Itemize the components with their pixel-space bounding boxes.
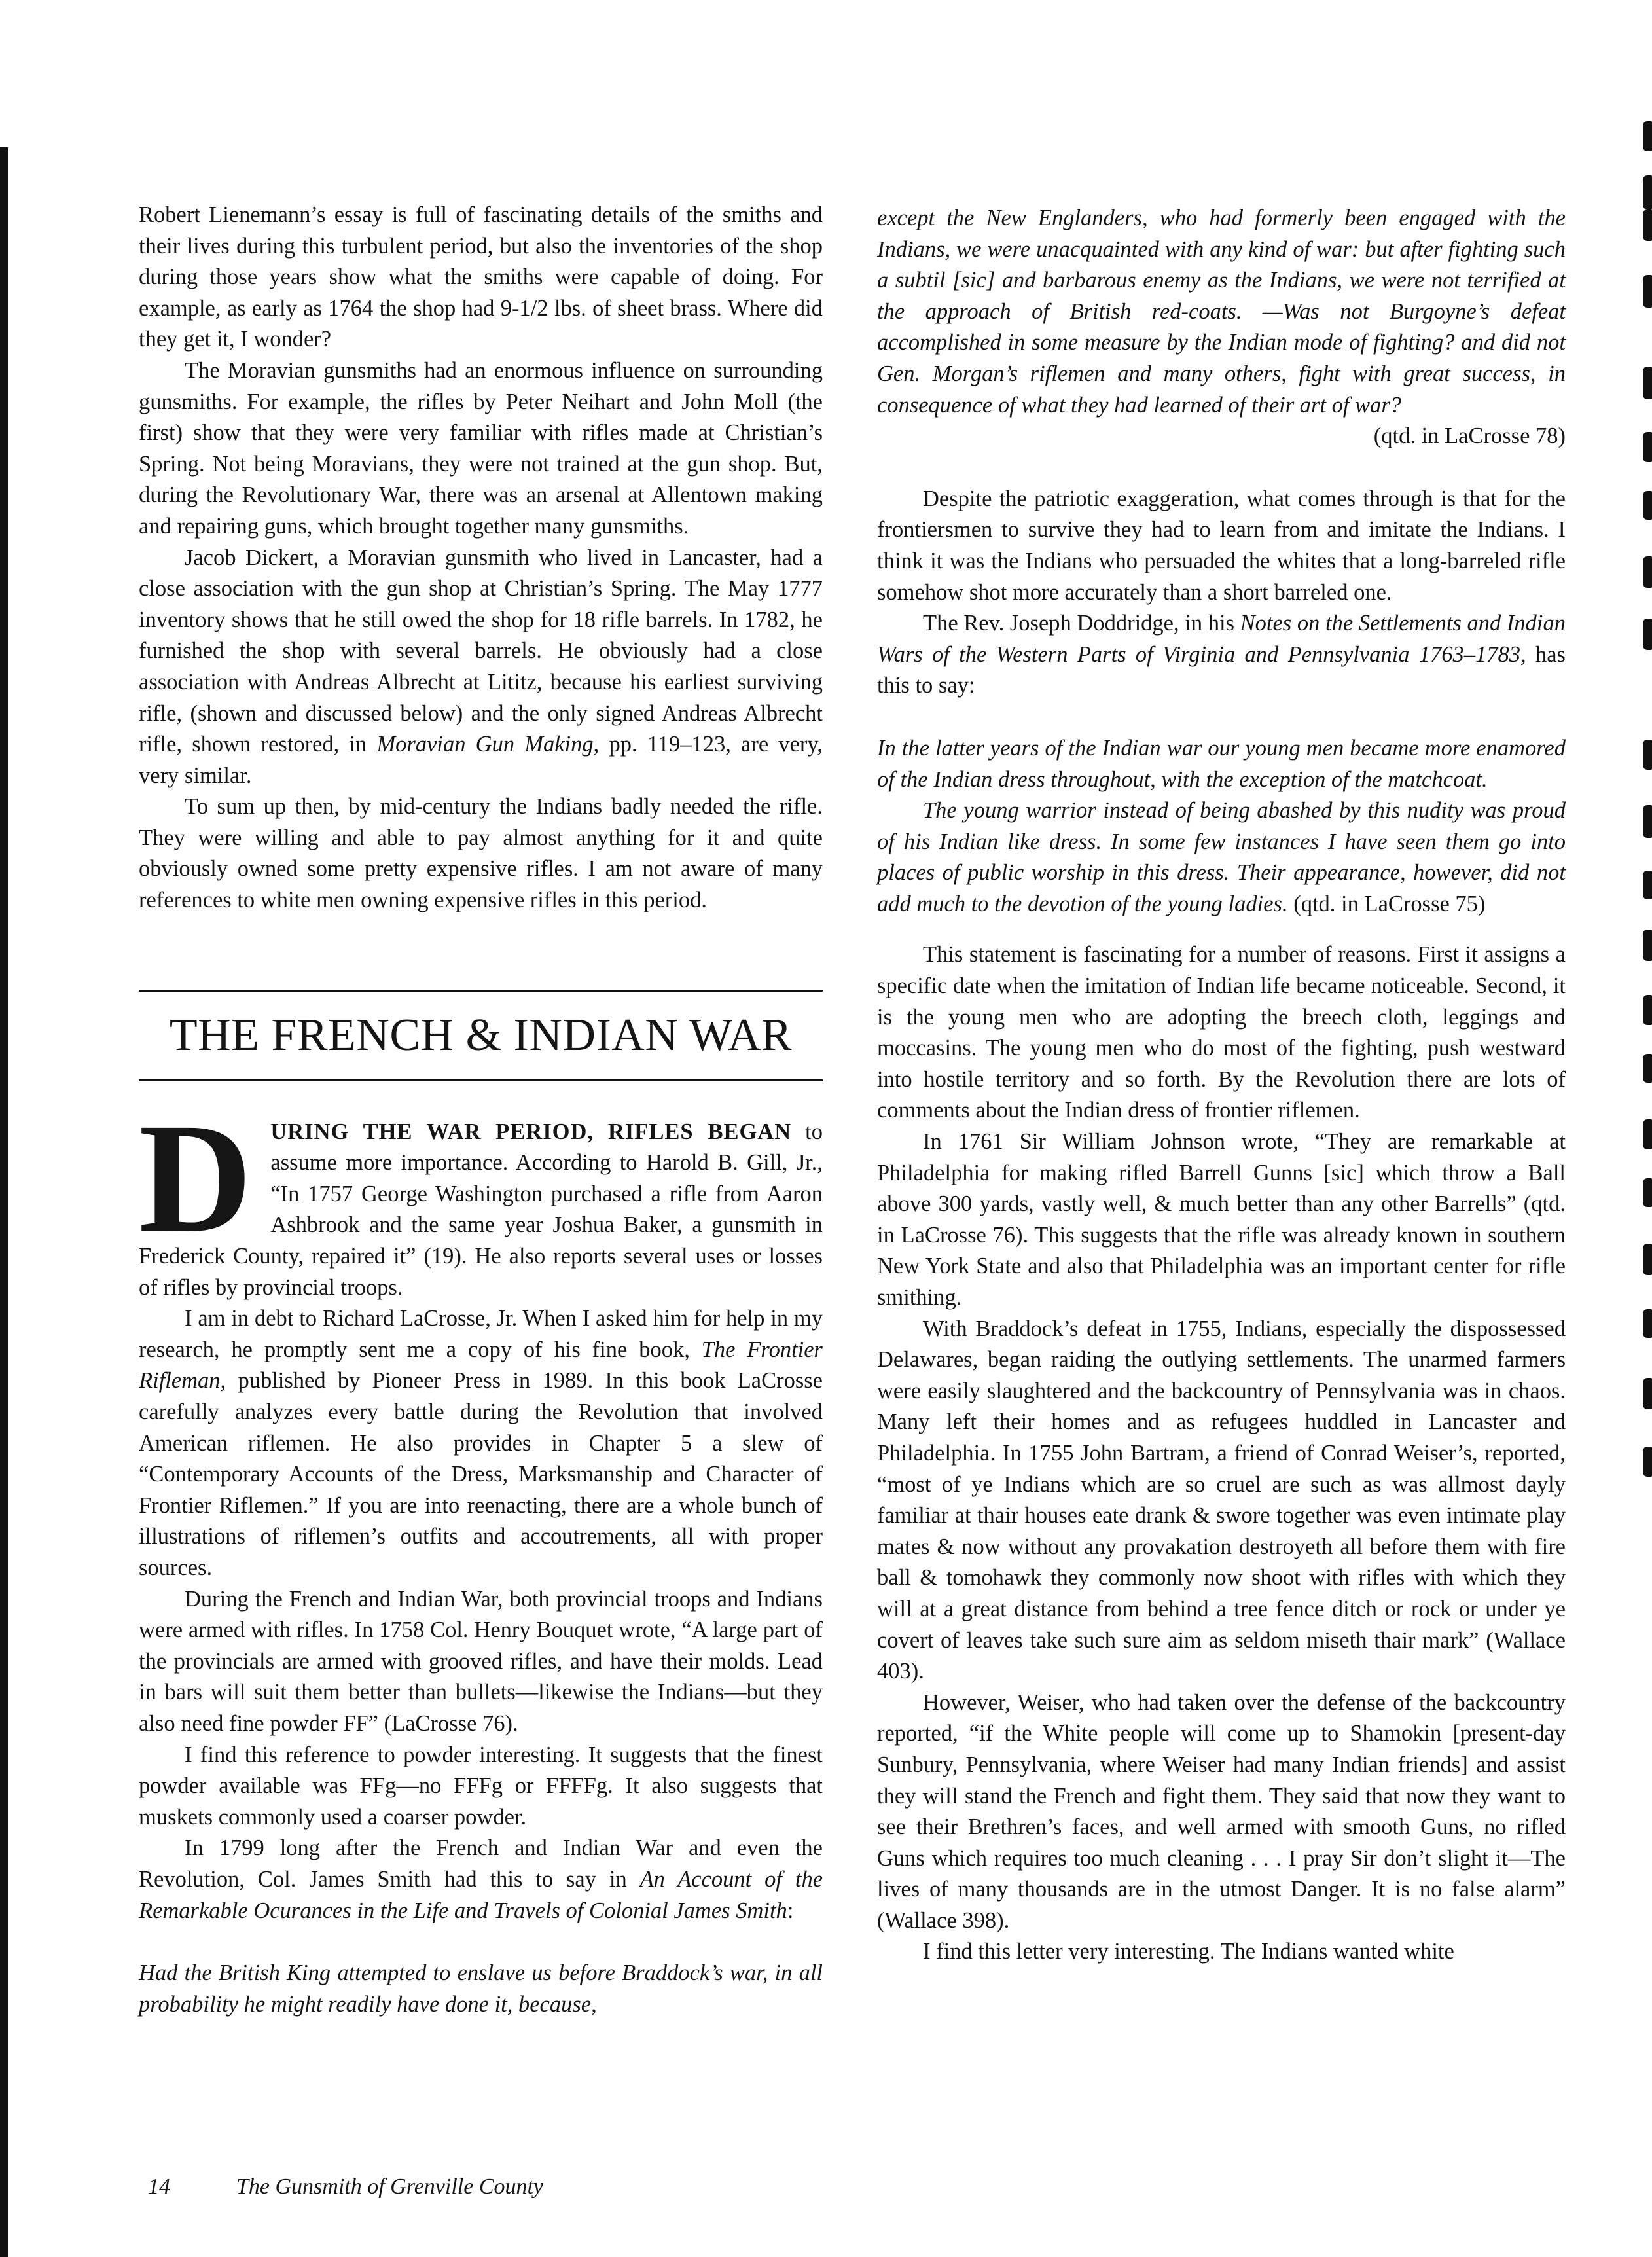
paragraph: To sum up then, by mid-century the Indians badly needed the rifle. They were willing and able to pay almost anything for it and quite obviously owned some pretty expensive rifles. I am not aware of many references to white men owning expensive rifles in this period. [139,794,823,913]
scan-edge-mark [1643,209,1652,241]
block-quote: except the New Englanders, who had formerly been engaged with the Indians, we were unacquainted with any kind of war: but after fighting such a subtil [sic] and barbarous enemy as the Indians, we were not terrified at the approach of British red-coats. —Was not Burgoyne’s defeat accomplished in some measure by the Indian mode of fighting? and did not Gen. Morgan’s riflemen and many others, fight with great success, in consequence of what they had learned of their art of war? [877,206,1566,418]
left-column [139,200,823,2020]
block-quote: Had the British King attempted to enslave us before Braddock’s war, in all probability he might readily have done it, because, [139,1960,823,2017]
scan-edge-mark [1643,1178,1652,1207]
scan-edge-mark [1643,740,1652,770]
scan-edge-mark [1643,432,1652,462]
scan-edge-bar [0,147,8,2257]
paragraph: This statement is fascinating for a number of reasons. First it assigns a specific date when the imitation of Indian life became noticeable. Second, it is the young men who are adopting the breech cloth, leggings and moccasins. The young men who do most of the fighting, push westward into hostile territory and so forth. By the Revolution there are lots of comments about the Indian dress of frontier riflemen. [877,942,1566,1123]
block-quote: In the latter years of the Indian war our young men became more enamored of the Indian dress throughout, with the exception of the matchcoat. [877,735,1566,792]
paragraph: I find this letter very interesting. The Indians wanted white [923,1939,1454,1964]
paragraph: Jacob Dickert, a Moravian gunsmith who lived in Lancaster, had a close association with the gun shop at Christian’s Spring. The May 1777 inventory shows that he still owed the shop for 18 rifle barrels. In 1782, he furnished the shop with several barrels. He obviously had a close association with Andreas Albrecht at Lititz, because his earliest surviving rifle, (shown and discussed below) and the only signed Andreas Albrecht rifle, shown restored, in Moravian Gun Making, pp. 119–123, are very, very similar. [139,545,823,788]
paragraph: The Rev. Joseph Doddridge, in his Notes on the Settlements and Indian Wars of the Western Parts of Virginia and Pennsylvania 1763–1783, has this to say: [877,611,1566,698]
paragraph: During the French and Indian War, both provincial troops and Indians were armed with rifles. In 1758 Col. Henry Bouquet wrote, “A large part of the provincials are armed with grooved rifles, and have their molds. Lead in bars will suit them better than bullets—likewise the Indians—but they also need fine powder FF” (LaCrosse 76). [139,1586,823,1736]
paragraph: URING THE WAR PERIOD, RIFLES BEGAN to assume more importance. According to Harold B. Gill, Jr., “In 1757 George Washington purchased a rifle from Aaron Ashbrook and the same year Joshua Baker, a gunsmith in Frederick County, repaired it” (19). He also reports several uses or losses of rifles by provincial troops. [139,1119,823,1300]
paragraph: I find this reference to powder interesting. It suggests that the finest powder available was FFg—no FFFg or FFFFg. It also suggests that muskets commonly used a coarser powder. [139,1742,823,1830]
drop-cap: D [139,1090,253,1265]
paragraph: However, Weiser, who had taken over the defense of the backcountry reported, “if the White people will come up to Shamokin [present-day Sunbury, Pennsylvania, where Weiser had many Indian friends] and assist they will stand the French and fight them. They said that now they want to see their Brethren’s faces, and well armed with smooth Guns, no rifled Guns which requires too much cleaning . . . I pray Sir don’t slight it—The lives of many thousands are in the utmost Danger. It is no false alarm” (Wallace 398). [877,1689,1566,1933]
section-opening [139,1090,823,1304]
right-column [877,203,1566,1968]
scan-edge-mark [1643,871,1652,899]
paragraph: I am in debt to Richard LaCrosse, Jr. When I asked him for help in my research, he promptly sent me a copy of his fine book, The Frontier Rifleman, published by Pioneer Press in 1989. In this book LaCrosse carefully analyzes every battle during the Revolution that involved American riflemen. He also provides in Chapter 5 a slew of “Contemporary Accounts of the Dress, Marksmanship and Character of Frontier Riflemen.” If you are into reenacting, there are a whole bunch of illustrations of riflemen’s outfits and accoutrements, all with proper sources. [139,1306,823,1580]
scan-edge-mark [1643,805,1652,838]
paragraph: In 1799 long after the French and Indian War and even the Revolution, Col. James Smith had this to say in An Account of the Remarkable Ocurances in the Life and Travels of Colonial James Smith: [139,1835,823,1923]
quote-citation: (qtd. in LaCrosse 78) [1373,424,1566,449]
block-quote: The young warrior instead of being abashed by this nudity was proud of his Indian like dress. In some few instances I have seen them go into places of public worship in this dress. Their appearance, however, did not add much to the devotion of the young ladies. (qtd. in LaCrosse 75) [877,798,1566,916]
scan-edge-mark [1643,175,1652,209]
scan-edge-mark [1643,1378,1652,1409]
scan-edge-mark [1643,367,1652,399]
paragraph: With Braddock’s defeat in 1755, Indians, especially the dispossessed Delawares, began raiding the outlying settlements. The unarmed farmers were easily slaughtered and the backcountry of Pennsylvania was in chaos. Many left their homes and as refugees huddled in Lancaster and Philadelphia. In 1755 John Bartram, a friend of Conrad Weiser’s, reported, “most of ye Indians which are so cruel are such as was allmost dayly familiar at thair houses eate drank & swore together was even intimate play mates & now without any provakation destroyeth all before them with fire ball & tomohawk they commonly now shoot with rifles with which they will at a great distance from behind a tree fence ditch or rock or under ye covert of leaves take such sure aim as seldom miseth thair mark” (Wallace 403). [877,1316,1566,1684]
paragraph: Robert Lienemann’s essay is full of fascinating details of the smiths and their lives during this turbulent period, but also the inventories of the shop during those years show what the smiths were capable of doing. For example, as early as 1764 the shop had 9-1/2 lbs. of sheet brass. Where did they get it, I wonder? [139,202,823,352]
scan-edge-mark [1643,275,1652,308]
section-title: THE FRENCH & INDIAN WAR [139,990,823,1081]
page-number: 14 [148,2175,170,2199]
scan-edge-mark [1643,1119,1652,1149]
scan-edge-mark [1643,619,1652,650]
scan-edge-mark [1643,1309,1652,1338]
scan-edge-mark [1643,121,1652,151]
scan-edge-mark [1643,995,1652,1025]
scan-edge-mark [1643,930,1652,961]
paragraph: Despite the patriotic exaggeration, what comes through is that for the frontiersmen to survive they had to learn from and imitate the Indians. I think it was the Indians who persuaded the whites that a long-barreled rifle somehow shot more accurately than a short barreled one. [877,486,1566,605]
lead-words: URING THE WAR PERIOD, RIFLES BEGAN [270,1119,792,1144]
scan-edge-mark [1643,1244,1652,1275]
scan-edge-mark [1643,1054,1652,1083]
page-footer [148,2175,543,2199]
scan-edge-mark [1643,491,1652,520]
paragraph: In 1761 Sir William Johnson wrote, “They are remarkable at Philadelphia for making rifled Barrell Gunns [sic] which throw a Ball above 300 yards, vastly well, & much better than any other Barrells” (qtd. in LaCrosse 76). This suggests that the rifle was already known in southern New York State and also that Philadelphia was an important center for rifle smithing. [877,1129,1566,1310]
scan-edge-mark [1643,1447,1652,1477]
running-title: The Gunsmith of Grenville County [236,2175,544,2199]
paragraph: The Moravian gunsmiths had an enormous influence on surrounding gunsmiths. For example, the rifles by Peter Neihart and John Moll (the first) show that they were very familiar with rifles made at Christian’s Spring. Not being Moravians, they were not trained at the gun shop. But, during the Revolutionary War, there was an arsenal at Allentown making and repairing guns, which brought together many gunsmiths. [139,357,823,539]
scan-edge-mark [1643,556,1652,588]
